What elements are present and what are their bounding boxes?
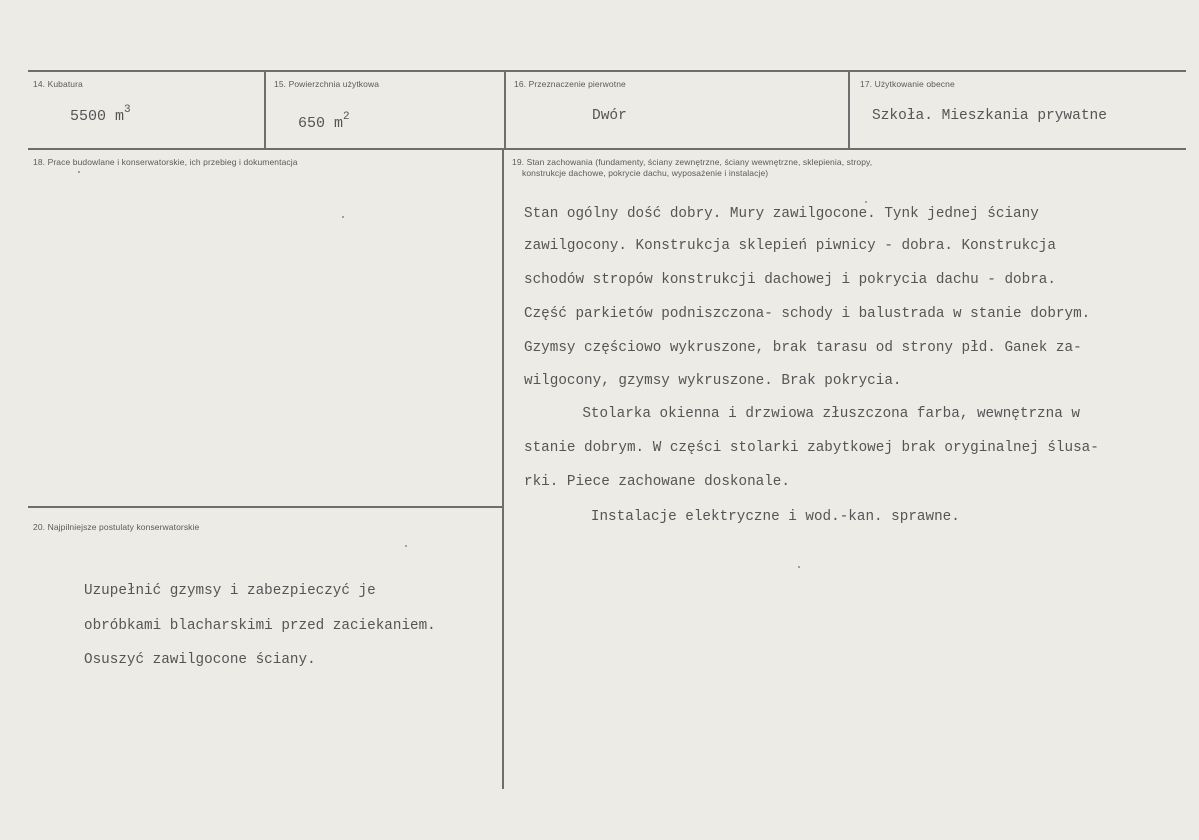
field-14-label: 14. Kubatura: [33, 79, 83, 89]
field-19-line: stanie dobrym. W części stolarki zabytkowej brak oryginalnej ślusa-: [524, 440, 1099, 456]
field-19-line: zawilgocony. Konstrukcja sklepień piwnicy - dobra. Konstrukcja: [524, 238, 1056, 254]
field-19-line: wilgocony, gzymsy wykruszone. Brak pokrycia.: [524, 373, 902, 389]
divider-15-16: [504, 72, 506, 148]
field-15-label: 15. Powierzchnia użytkowa: [274, 79, 380, 89]
field-19-line: rki. Piece zachowane doskonale.: [524, 474, 790, 490]
field-19-line: Stan ogólny dość dobry. Mury zawilgocone. Tynk jednej ściany: [524, 206, 1039, 222]
field-19-line: Stolarka okienna i drzwiowa złuszczona farba, wewnętrzna w: [548, 406, 1080, 422]
field-15-number: 650 m: [298, 115, 344, 132]
field-16-value: Dwór: [592, 108, 627, 124]
field-20-label: 20. Najpilniejsze postulaty konserwatorskie: [33, 522, 200, 532]
divider-16-17: [848, 72, 850, 148]
field-14-value: [70, 104, 131, 125]
paper-speck: [342, 216, 344, 218]
field-14-exponent: 3: [124, 104, 131, 116]
divider-14-15: [264, 72, 266, 148]
field-14-number: 5500 m: [70, 108, 125, 125]
field-17-value: Szkoła. Mieszkania prywatne: [872, 108, 1107, 124]
field-19-line: schodów stropów konstrukcji dachowej i pokrycia dachu - dobra.: [524, 272, 1056, 288]
field-16-label: 16. Przeznaczenie pierwotne: [514, 79, 626, 89]
field-15-exponent: 2: [343, 111, 350, 123]
field-19-line: Część parkietów podniszczona- schody i balustrada w stanie dobrym.: [524, 306, 1091, 322]
field-20-line: obróbkami blacharskimi przed zaciekaniem.: [84, 618, 436, 634]
field-18-label: 18. Prace budowlane i konserwatorskie, ich przebieg i dokumentacja: [33, 157, 298, 167]
paper-speck: [865, 201, 867, 203]
mid-rule: [28, 148, 1186, 150]
paper-speck: [405, 545, 407, 547]
field-19-line: Instalacje elektryczne i wod.-kan. sprawne.: [548, 509, 960, 525]
field-15-value: [298, 111, 350, 132]
field-19-label-line2: konstrukcje dachowe, pokrycie dachu, wyposażenie i instalacje): [522, 168, 769, 178]
field-20-line: Uzupełnić gzymsy i zabezpieczyć je: [84, 583, 376, 599]
field-17-label: 17. Użytkowanie obecne: [860, 79, 955, 89]
field-19-label-line1: 19. Stan zachowania (fundamenty, ściany zewnętrzne, ściany wewnętrzne, sklepienia, stropy,: [512, 157, 873, 167]
paper-speck: [78, 171, 80, 173]
section-20-rule: [28, 506, 502, 508]
paper-speck: [798, 566, 800, 568]
divider-left-right: [502, 149, 504, 789]
field-19-line: Gzymsy częściowo wykruszone, brak tarasu od strony płd. Ganek za-: [524, 340, 1082, 356]
field-20-line: Osuszyć zawilgocone ściany.: [84, 652, 316, 668]
top-rule: [28, 70, 1186, 72]
